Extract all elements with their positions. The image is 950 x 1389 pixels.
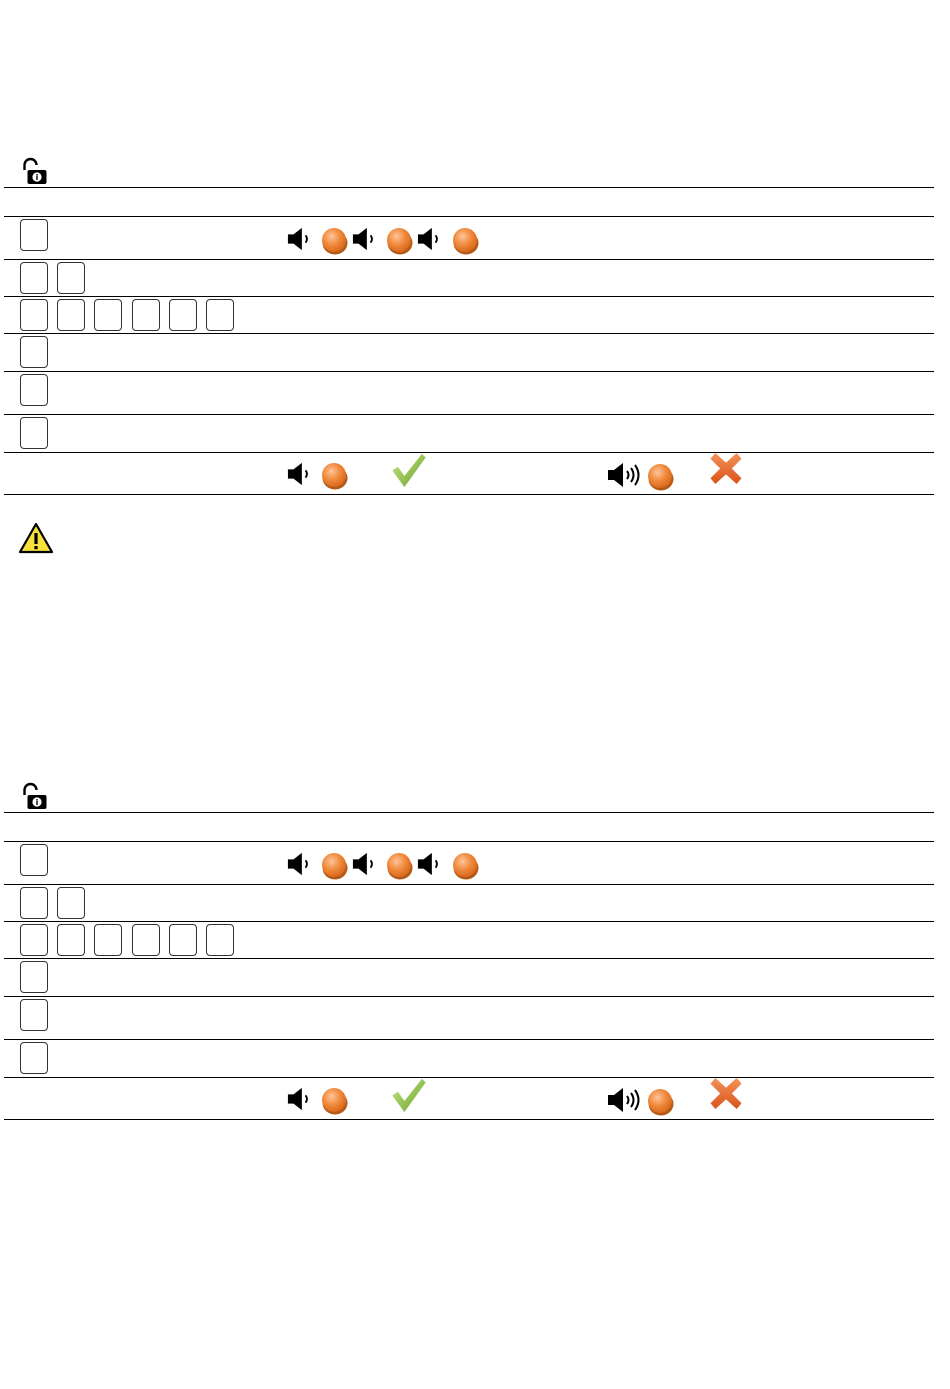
key-box bbox=[206, 299, 234, 331]
table-rule bbox=[4, 958, 934, 959]
table-rule bbox=[4, 414, 934, 415]
table-rule bbox=[4, 333, 934, 334]
table-rule bbox=[4, 1077, 934, 1078]
key-box bbox=[94, 924, 122, 956]
speaker-low-icon bbox=[416, 226, 444, 252]
table-rule bbox=[4, 841, 934, 842]
table-rule bbox=[4, 884, 934, 885]
key-box bbox=[20, 887, 48, 919]
led-orange-icon bbox=[385, 226, 415, 256]
table-rule bbox=[4, 452, 934, 453]
led-orange-icon bbox=[385, 851, 415, 881]
checkmark-icon bbox=[390, 452, 428, 489]
led-orange-icon bbox=[646, 462, 676, 492]
checkmark-icon bbox=[390, 1077, 428, 1114]
led-orange-icon bbox=[451, 226, 481, 256]
table-rule bbox=[4, 187, 934, 188]
key-box bbox=[20, 999, 48, 1031]
key-box bbox=[20, 219, 48, 251]
table-rule bbox=[4, 259, 934, 260]
key-box bbox=[20, 336, 48, 368]
speaker-high-icon bbox=[606, 1085, 642, 1115]
led-orange-icon bbox=[646, 1087, 676, 1117]
speaker-low-icon bbox=[286, 851, 314, 877]
led-orange-icon bbox=[320, 461, 350, 491]
key-box bbox=[20, 961, 48, 993]
key-box bbox=[57, 924, 85, 956]
led-orange-icon bbox=[320, 1086, 350, 1116]
speaker-low-icon bbox=[286, 461, 314, 487]
speaker-low-icon bbox=[351, 226, 379, 252]
speaker-high-icon bbox=[606, 460, 642, 490]
key-box bbox=[57, 262, 85, 294]
key-box bbox=[20, 924, 48, 956]
key-box bbox=[169, 299, 197, 331]
unlock-icon bbox=[19, 782, 50, 812]
key-box bbox=[206, 924, 234, 956]
table-rule bbox=[4, 996, 934, 997]
key-box bbox=[169, 924, 197, 956]
key-box bbox=[132, 924, 160, 956]
warning-icon bbox=[18, 522, 54, 554]
key-box bbox=[20, 299, 48, 331]
key-box bbox=[57, 299, 85, 331]
key-box bbox=[57, 887, 85, 919]
speaker-low-icon bbox=[351, 851, 379, 877]
led-orange-icon bbox=[320, 851, 350, 881]
led-orange-icon bbox=[451, 851, 481, 881]
key-box bbox=[20, 262, 48, 294]
key-box bbox=[132, 299, 160, 331]
key-box bbox=[20, 844, 48, 876]
table-rule bbox=[4, 1119, 934, 1120]
key-box bbox=[20, 1042, 48, 1074]
table-rule bbox=[4, 494, 934, 495]
table-rule bbox=[4, 921, 934, 922]
unlock-icon bbox=[19, 157, 50, 187]
speaker-low-icon bbox=[416, 851, 444, 877]
table-rule bbox=[4, 216, 934, 217]
table-rule bbox=[4, 1039, 934, 1040]
key-box bbox=[20, 417, 48, 449]
key-box bbox=[20, 374, 48, 406]
table-rule bbox=[4, 371, 934, 372]
key-box bbox=[94, 299, 122, 331]
cross-icon bbox=[709, 452, 743, 485]
speaker-low-icon bbox=[286, 1086, 314, 1112]
cross-icon bbox=[709, 1077, 743, 1110]
speaker-low-icon bbox=[286, 226, 314, 252]
led-orange-icon bbox=[320, 226, 350, 256]
table-rule bbox=[4, 296, 934, 297]
table-rule bbox=[4, 812, 934, 813]
